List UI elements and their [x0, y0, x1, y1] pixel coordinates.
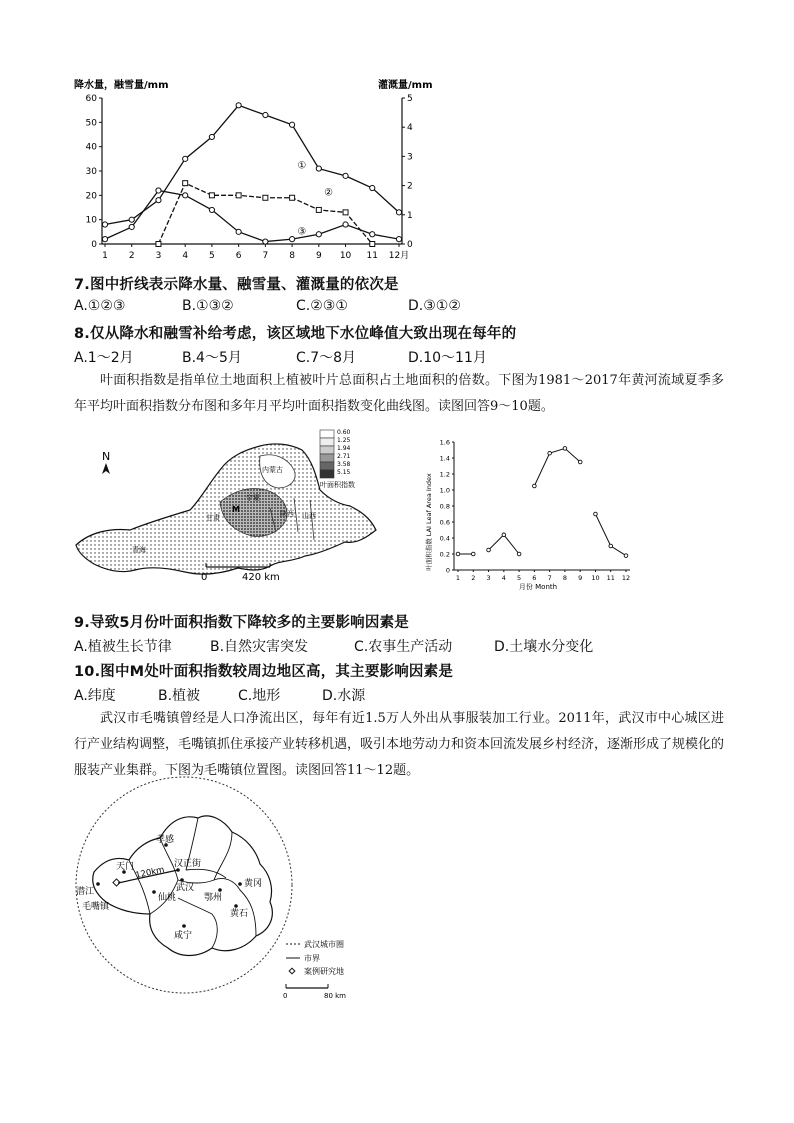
series-1-point: [236, 103, 241, 108]
right-axis-title: 灌溉量/mm: [378, 80, 433, 91]
right-tick-label: 3: [407, 152, 413, 163]
x-tick-label: 5: [209, 251, 215, 261]
series-3-point: [236, 229, 241, 234]
lai-point: [609, 544, 613, 548]
question-9: 9.导致5月份叶面积指数下降较多的主要影响因素是: [74, 615, 409, 631]
chart1-series: [102, 103, 401, 247]
svg-text:0.60: 0.60: [337, 429, 351, 436]
label-xiaogan: 孝感: [156, 835, 175, 845]
svg-text:420 km: 420 km: [242, 572, 280, 583]
series-line-1: [105, 105, 399, 224]
series-2-point: [290, 195, 295, 200]
x-tick-label: 3: [155, 251, 162, 261]
series-2-point: [316, 207, 321, 212]
paragraph-lai-intro: 叶面积指数是指单位土地面积上植被叶片总面积占土地面积的倍数。下图为1981～2017年黄河流域夏季多年平均叶面积指数分布图和多年月平均叶面积指数变化曲线图。读图回答9～10题。: [74, 373, 724, 414]
chart2-y-tick-label: 1.6: [439, 438, 450, 447]
lai-point: [471, 552, 475, 556]
series-1-point: [343, 173, 348, 178]
q10-option-a[interactable]: A.纬度: [74, 688, 116, 704]
north-arrow: [102, 450, 110, 474]
lai-line-segment: [595, 514, 626, 556]
chart2-x-tick-label: 1: [455, 574, 461, 582]
chart2-x-tick-label: 7: [547, 574, 552, 582]
series-line-2: [158, 183, 372, 244]
svg-text:武汉城市圈: 武汉城市圈: [304, 940, 344, 949]
right-tick-label: 2: [407, 181, 413, 192]
label-m: M: [232, 505, 240, 514]
series-3-point: [396, 237, 401, 242]
q8-option-b[interactable]: B.4～5月: [182, 350, 242, 366]
x-tick-label: 12月: [388, 251, 410, 261]
q7-option-d[interactable]: D.③①②: [408, 298, 461, 314]
chart2-x-tick-label: 8: [562, 574, 567, 582]
lai-point: [594, 512, 598, 516]
x-tick-label: 6: [235, 251, 242, 261]
label-gansu: 甘肃: [206, 514, 220, 522]
map2-legend: [286, 939, 344, 976]
chart2-x-tick-label: 6: [532, 574, 537, 582]
lai-line-segment: [534, 448, 580, 486]
label-inner-mongolia: 内蒙古: [262, 466, 283, 474]
question-10: 10.图中M处叶面积指数较周边地区高，其主要影响因素是: [74, 664, 454, 680]
monthly-lai-chart: [420, 432, 635, 592]
chart1-series-labels: [297, 161, 333, 238]
svg-text:0: 0: [201, 572, 208, 583]
label-tianmen: 天门: [116, 862, 135, 872]
chart2-y-tick-label: 0: [445, 566, 450, 575]
left-tick-label: 0: [91, 240, 97, 250]
label-ezhou: 鄂州: [204, 893, 223, 903]
paragraph-maozui-intro: 武汉市毛嘴镇曾经是人口净流出区，每年有近1.5万人外出从事服装加工行业。2011年，武汉市中心城区进行产业结构调整，毛嘴镇抓住承接产业转移机遇，吸引本地劳动力和资本回流发展乡村经济，逐渐形成了规模化的服装产业集群。下图为毛嘴镇位置图。读图回答11～12题。: [74, 711, 725, 778]
chart2-x-tick-label: 4: [501, 574, 506, 582]
q9-option-c[interactable]: C.农事生产活动: [354, 639, 453, 655]
x-tick-label: 11: [366, 251, 378, 261]
label-qianjiang: 潜江: [76, 887, 95, 897]
chart2-series: [456, 447, 628, 558]
series-2-point: [370, 242, 375, 247]
x-tick-label: 1: [102, 251, 108, 261]
chart2-x-tick-label: 9: [578, 574, 583, 582]
chart2-x-tick-label: 12: [621, 574, 631, 582]
svg-text:1.25: 1.25: [337, 437, 351, 444]
svg-text:3.58: 3.58: [337, 461, 351, 468]
q7-option-a[interactable]: A.①②③: [74, 298, 126, 314]
q9-option-b[interactable]: B.自然灾害突发: [210, 639, 309, 655]
chart2-y-tick-label: 0.6: [439, 518, 450, 527]
q7-option-b[interactable]: B.①③②: [182, 298, 234, 314]
chart2-ylabel: 叶面积指数 LAI Leaf Area Index: [425, 473, 433, 571]
left-axis-title: 降水量，融雪量/mm: [74, 80, 169, 91]
label-maozui: 毛嘴镇: [82, 902, 110, 912]
chart2-xlabel: 月份 Month: [518, 583, 558, 591]
series-2-point: [156, 242, 161, 247]
series-1-point: [316, 166, 321, 171]
series-label-1: ①: [297, 160, 307, 172]
right-tick-label: 4: [407, 123, 413, 134]
series-1-point: [209, 134, 214, 139]
q8-option-d[interactable]: D.10～11月: [408, 350, 487, 366]
left-tick-label: 10: [85, 215, 97, 226]
left-tick-label: 50: [85, 118, 97, 129]
series-line-3: [105, 190, 399, 241]
svg-text:80 km: 80 km: [324, 992, 347, 1000]
question-7: 7.图中折线表示降水量、融雪量、灌溉量的依次是: [74, 277, 399, 293]
chart2-y-tick-label: 1.4: [439, 454, 450, 463]
label-shaanxi: 陕西: [280, 510, 294, 518]
q7-option-c[interactable]: C.②③①: [296, 298, 348, 314]
chart2-y-tick-label: 1.2: [439, 470, 450, 479]
right-tick-label: 5: [407, 94, 413, 104]
series-2-point: [343, 210, 348, 215]
question-8: 8.仅从降水和融雪补给考虑，该区域地下水位峰值大致出现在每年的: [74, 326, 517, 342]
q8-option-a[interactable]: A.1～2月: [74, 350, 134, 366]
label-xianning: 咸宁: [174, 931, 193, 941]
lai-line-segment: [489, 535, 520, 554]
map2-scale-bar: [283, 984, 346, 1000]
x-tick-label: 8: [289, 251, 295, 261]
svg-text:2.71: 2.71: [337, 453, 351, 460]
series-1-point: [289, 122, 294, 127]
left-tick-label: 30: [85, 167, 97, 177]
lai-point: [563, 447, 567, 451]
series-label-2: ②: [324, 187, 334, 199]
svg-text:案例研究地: 案例研究地: [304, 967, 344, 976]
q10-option-d[interactable]: D.水源: [322, 688, 366, 704]
q10-option-c[interactable]: C.地形: [238, 688, 281, 704]
series-3-point: [316, 232, 321, 237]
svg-text:市界: 市界: [304, 954, 320, 963]
yellow-river-lai-map: [70, 420, 420, 590]
q9-option-d[interactable]: D.土壤水分变化: [494, 639, 594, 655]
series-1-point: [263, 112, 268, 117]
series-3-point: [370, 232, 375, 237]
label-xiantao: 仙桃: [158, 893, 177, 903]
left-tick-label: 20: [85, 191, 97, 202]
series-1-point: [156, 198, 161, 203]
series-3-point: [183, 193, 188, 198]
lai-point: [533, 484, 537, 488]
lai-point: [548, 451, 552, 455]
series-1-point: [370, 185, 375, 190]
label-qinghai: 青海: [132, 546, 146, 554]
left-tick-label: 40: [85, 142, 97, 153]
series-3-point: [209, 207, 214, 212]
chart2-x-tick-label: 5: [517, 574, 522, 582]
chart2-y-tick-label: 1.0: [439, 486, 450, 495]
series-3-point: [263, 239, 268, 244]
chart2-x-tick-label: 11: [606, 574, 615, 582]
lai-point: [517, 552, 521, 556]
x-tick-label: 2: [128, 251, 135, 261]
x-tick-label: 7: [262, 251, 269, 261]
series-3-point: [156, 188, 161, 193]
lai-point: [578, 460, 582, 464]
precip-snowmelt-irrigation-chart: [72, 74, 433, 269]
label-huangshi: 黄石: [230, 909, 249, 919]
series-1-point: [102, 222, 107, 227]
chart2-x-tick-label: 10: [591, 574, 600, 582]
label-hanzhengjie: 汉正街: [174, 859, 202, 869]
q10-option-b[interactable]: B.植被: [158, 688, 201, 704]
series-2-point: [209, 193, 214, 198]
series-3-point: [289, 237, 294, 242]
svg-text:5.15: 5.15: [337, 469, 351, 476]
label-ningxia: 宁夏: [246, 494, 260, 502]
label-shanxi: 山西: [302, 512, 316, 520]
x-tick-label: 10: [339, 251, 352, 261]
series-1-point: [129, 217, 134, 222]
svg-text:N: N: [102, 450, 111, 463]
series-2-point: [183, 181, 188, 186]
x-tick-label: 4: [182, 251, 189, 261]
lai-legend: [320, 429, 355, 489]
distance-label: 120km: [134, 865, 166, 881]
chart2-y-tick-label: 0.8: [439, 502, 450, 511]
chart2-x-tick-label: 2: [471, 574, 476, 582]
svg-text:0: 0: [283, 992, 288, 1000]
q8-option-c[interactable]: C.7～8月: [296, 350, 357, 366]
label-huanggang: 黄冈: [244, 879, 263, 889]
right-tick-label: 0: [407, 240, 413, 250]
label-wuhan: 武汉: [176, 883, 195, 893]
lai-point: [502, 533, 506, 537]
series-2-point: [236, 193, 241, 198]
series-2-point: [263, 195, 268, 200]
q9-option-a[interactable]: A.植被生长节律: [74, 639, 172, 655]
series-1-point: [183, 156, 188, 161]
lai-point: [456, 552, 460, 556]
chart2-x-tick-label: 3: [486, 574, 491, 582]
left-tick-label: 60: [85, 94, 97, 104]
chart2-y-tick-label: 0.4: [439, 534, 450, 543]
series-3-point: [343, 222, 348, 227]
x-tick-label: 9: [315, 251, 322, 261]
series-label-3: ③: [297, 226, 307, 238]
svg-text:1.94: 1.94: [337, 445, 351, 452]
series-3-point: [129, 224, 134, 229]
chart2-axes: [440, 439, 630, 583]
lai-point: [624, 554, 628, 558]
chart2-y-tick-label: 0.2: [439, 550, 450, 559]
legend-title: 叶面积指数: [320, 481, 355, 489]
right-tick-label: 1: [407, 210, 413, 221]
series-3-point: [102, 237, 107, 242]
wuhan-city-circle-map: [74, 790, 404, 1000]
series-1-point: [396, 210, 401, 215]
lai-point: [487, 548, 491, 552]
